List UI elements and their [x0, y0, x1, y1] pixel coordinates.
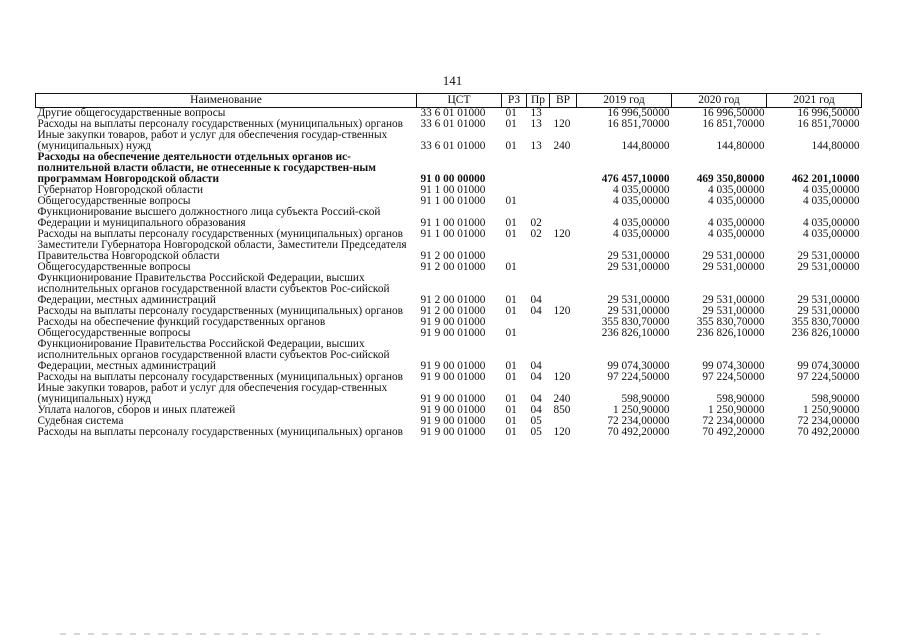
cell-y2020: 4 035,00000	[708, 184, 765, 196]
cell-cst: 91 2 00 01000	[420, 250, 486, 262]
cell-y2021: 598,90000	[811, 393, 860, 405]
cell-y2019: 598,90000	[621, 393, 670, 405]
cell-pr	[527, 262, 550, 273]
cell-name: Расходы на выплаты персоналу государственных (муниципальных) органов	[37, 118, 403, 130]
cell-cst: 91 2 00 01000	[420, 261, 486, 273]
cell-pr: 04	[530, 393, 542, 405]
cell-name: Судебная система	[37, 415, 124, 427]
table-row	[36, 383, 862, 405]
cell-vr: 240	[553, 140, 571, 152]
cell-vr	[550, 317, 577, 328]
cell-vr	[550, 273, 577, 306]
cell-rz: 01	[505, 426, 517, 438]
cell-y2020: 4 035,00000	[708, 217, 765, 229]
header-2020: 2020 год	[672, 94, 767, 108]
cell-y2021: 355 830,70000	[791, 316, 860, 328]
cell-y2020: 4 035,00000	[708, 228, 765, 240]
cell-vr	[550, 196, 577, 207]
cell-y2021: 29 531,00000	[797, 250, 860, 262]
cell-pr	[527, 317, 550, 328]
cell-y2019: 16 996,50000	[607, 107, 670, 119]
cell-y2021: 4 035,00000	[803, 184, 860, 196]
table-row	[36, 207, 862, 229]
cell-cst: 33 6 01 01000	[420, 118, 486, 130]
cell-y2020: 72 234,00000	[702, 415, 765, 427]
cell-y2019: 99 074,30000	[607, 360, 670, 372]
cell-y2019: 4 035,00000	[613, 195, 670, 207]
cell-y2021: 29 531,00000	[797, 261, 860, 273]
cell-y2020: 598,90000	[716, 393, 765, 405]
cell-cst: 91 1 00 01000	[420, 195, 486, 207]
cell-y2019: 29 531,00000	[607, 294, 670, 306]
cell-pr: 04	[530, 360, 542, 372]
cell-vr	[550, 152, 577, 185]
cell-cst: 33 6 01 01000	[420, 140, 486, 152]
cell-y2019: 144,80000	[621, 140, 670, 152]
cell-y2020: 16 851,70000	[702, 118, 765, 130]
cell-vr: 120	[553, 228, 571, 240]
header-rz: РЗ	[502, 94, 527, 108]
cell-name: Общегосударственные вопросы	[37, 327, 191, 339]
cell-y2021: 4 035,00000	[803, 217, 860, 229]
cell-rz: 01	[505, 217, 517, 229]
cell-vr: 240	[553, 393, 571, 405]
cell-name: Губернатор Новгородской области	[37, 184, 204, 196]
cell-y2019: 4 035,00000	[613, 228, 670, 240]
cell-y2019: 476 457,10000	[601, 173, 670, 185]
cell-y2019: 97 224,50000	[607, 371, 670, 383]
cell-y2020: 144,80000	[716, 140, 765, 152]
cell-rz	[502, 152, 527, 185]
cell-name: Иные закупки товаров, работ и услуг для обеспечения государ-ственных (муниципальных) нужд	[37, 382, 388, 405]
cell-y2021: 29 531,00000	[797, 294, 860, 306]
cell-rz: 01	[505, 107, 517, 119]
cell-y2021: 462 201,10000	[791, 173, 860, 185]
cell-cst: 91 9 00 01000	[420, 426, 486, 438]
cell-pr: 04	[530, 294, 542, 306]
header-2019: 2019 год	[577, 94, 672, 108]
cell-y2021: 4 035,00000	[803, 228, 860, 240]
cell-name: Иные закупки товаров, работ и услуг для обеспечения государ-ственных (муниципальных) нужд	[37, 129, 388, 152]
cell-vr	[550, 240, 577, 262]
cell-y2020: 236 826,10000	[696, 327, 765, 339]
cell-vr	[550, 185, 577, 196]
cell-rz: 01	[505, 118, 517, 130]
cell-pr: 05	[530, 426, 542, 438]
cell-y2021: 99 074,30000	[797, 360, 860, 372]
cell-cst: 91 9 00 01000	[420, 316, 486, 328]
cell-pr: 04	[530, 305, 542, 317]
cell-vr	[550, 262, 577, 273]
cell-vr	[550, 207, 577, 229]
cell-vr	[550, 328, 577, 339]
cell-name: Другие общегосударственные вопросы	[37, 107, 226, 119]
cell-name: Функционирование Правительства Российской Федерации, высших исполнительных органов государственной власти субъектов Рос-сийской Федерации, местных администраций	[37, 338, 390, 372]
cell-y2019: 4 035,00000	[613, 217, 670, 229]
cell-cst: 91 9 00 01000	[420, 327, 486, 339]
cell-y2020: 29 531,00000	[702, 250, 765, 262]
cell-y2019: 72 234,00000	[607, 415, 670, 427]
cell-y2021: 144,80000	[811, 140, 860, 152]
page-number: 141	[442, 73, 463, 88]
cell-name: Функционирование высшего должностного лица субъекта Россий-ской Федерации и муниципального образования	[37, 206, 381, 229]
scan-artifact-line	[60, 633, 820, 635]
cell-pr: 13	[530, 118, 542, 130]
cell-rz: 01	[505, 371, 517, 383]
cell-y2020: 99 074,30000	[702, 360, 765, 372]
cell-cst: 91 2 00 01000	[420, 294, 486, 306]
cell-rz: 01	[505, 228, 517, 240]
cell-name: Функционирование Правительства Российской Федерации, высших исполнительных органов государственной власти субъектов Рос-сийской Федерации, местных администраций	[37, 272, 390, 306]
cell-y2019: 355 830,70000	[601, 316, 670, 328]
cell-name: Расходы на обеспечение деятельности отдельных органов ис-полнительной власти области, не отнесенные к государствен-ным программам Новгородской области	[37, 151, 376, 185]
header-vr: ВР	[550, 94, 577, 108]
cell-y2020: 4 035,00000	[708, 195, 765, 207]
cell-pr: 04	[530, 371, 542, 383]
cell-rz: 01	[505, 140, 517, 152]
cell-pr: 05	[530, 415, 542, 427]
cell-rz: 01	[505, 305, 517, 317]
cell-pr: 13	[530, 107, 542, 119]
cell-cst: 91 9 00 01000	[420, 393, 486, 405]
cell-rz: 01	[505, 294, 517, 306]
cell-y2019: 70 492,20000	[607, 426, 670, 438]
table-row	[36, 240, 862, 262]
cell-name: Расходы на выплаты персоналу государственных (муниципальных) органов	[37, 426, 403, 438]
cell-rz: 01	[505, 415, 517, 427]
cell-y2019: 4 035,00000	[613, 184, 670, 196]
cell-y2021: 16 996,50000	[797, 107, 860, 119]
cell-y2019: 29 531,00000	[607, 261, 670, 273]
cell-name: Уплата налогов, сборов и иных платежей	[37, 404, 236, 416]
cell-cst: 91 0 00 00000	[420, 173, 486, 185]
cell-name: Расходы на обеспечение функций государственных органов	[37, 316, 326, 328]
header-pr: Пр	[527, 94, 550, 108]
cell-rz	[502, 240, 527, 262]
cell-y2021: 236 826,10000	[791, 327, 860, 339]
cell-vr	[550, 339, 577, 372]
cell-pr	[527, 240, 550, 262]
cell-vr: 120	[553, 426, 571, 438]
cell-y2021: 97 224,50000	[797, 371, 860, 383]
header-cst: ЦСТ	[417, 94, 502, 108]
cell-y2020: 469 350,80000	[696, 173, 765, 185]
cell-y2019: 29 531,00000	[607, 305, 670, 317]
table-row	[36, 152, 862, 185]
cell-y2021: 16 851,70000	[797, 118, 860, 130]
cell-vr: 120	[553, 305, 571, 317]
cell-rz: 01	[505, 261, 517, 273]
cell-cst: 91 2 00 01000	[420, 305, 486, 317]
cell-cst: 91 9 00 01000	[420, 404, 486, 416]
cell-pr	[527, 185, 550, 196]
cell-y2021: 29 531,00000	[797, 305, 860, 317]
cell-y2020: 97 224,50000	[702, 371, 765, 383]
cell-y2020: 1 250,90000	[708, 404, 765, 416]
cell-pr	[527, 196, 550, 207]
cell-rz: 01	[505, 404, 517, 416]
cell-vr: 120	[553, 371, 571, 383]
cell-y2020: 16 996,50000	[702, 107, 765, 119]
cell-y2019: 16 851,70000	[607, 118, 670, 130]
table-row	[36, 427, 862, 438]
cell-pr: 02	[530, 228, 542, 240]
cell-cst: 91 1 00 01000	[420, 184, 486, 196]
cell-y2020: 29 531,00000	[702, 261, 765, 273]
table-row	[36, 273, 862, 306]
cell-rz: 01	[505, 327, 517, 339]
cell-pr: 04	[530, 404, 542, 416]
cell-y2021: 70 492,20000	[797, 426, 860, 438]
cell-cst: 91 9 00 01000	[420, 360, 486, 372]
cell-rz: 01	[505, 360, 517, 372]
cell-cst: 91 9 00 01000	[420, 415, 486, 427]
table-body	[36, 108, 862, 439]
cell-cst: 91 1 00 01000	[420, 217, 486, 229]
cell-rz: 01	[505, 195, 517, 207]
cell-y2021: 72 234,00000	[797, 415, 860, 427]
cell-pr: 13	[530, 140, 542, 152]
cell-name: Расходы на выплаты персоналу государственных (муниципальных) органов	[37, 305, 403, 317]
cell-name: Общегосударственные вопросы	[37, 195, 191, 207]
cell-y2021: 1 250,90000	[803, 404, 860, 416]
cell-y2020: 29 531,00000	[702, 294, 765, 306]
cell-y2019: 29 531,00000	[607, 250, 670, 262]
cell-y2019: 1 250,90000	[613, 404, 670, 416]
cell-cst: 33 6 01 01000	[420, 107, 486, 119]
cell-y2019: 236 826,10000	[601, 327, 670, 339]
table-row	[36, 339, 862, 372]
cell-y2021: 4 035,00000	[803, 195, 860, 207]
cell-y2020: 70 492,20000	[702, 426, 765, 438]
cell-name: Расходы на выплаты персоналу государственных (муниципальных) органов	[37, 371, 403, 383]
table-row	[36, 130, 862, 152]
header-2021: 2021 год	[767, 94, 862, 108]
cell-pr: 02	[530, 217, 542, 229]
cell-cst: 91 9 00 01000	[420, 371, 486, 383]
cell-cst: 91 1 00 01000	[420, 228, 486, 240]
cell-vr: 120	[553, 118, 571, 130]
cell-vr: 850	[553, 404, 571, 416]
cell-pr	[527, 328, 550, 339]
cell-name: Заместители Губернатора Новгородской области, Заместители Председателя Правительства Новгородской области	[37, 239, 407, 262]
budget-table	[35, 93, 862, 438]
table-header-row	[36, 94, 862, 108]
header-name: Наименование	[36, 94, 417, 108]
cell-rz: 01	[505, 393, 517, 405]
cell-y2020: 29 531,00000	[702, 305, 765, 317]
cell-y2020: 355 830,70000	[696, 316, 765, 328]
cell-pr	[527, 152, 550, 185]
cell-name: Общегосударственные вопросы	[37, 261, 191, 273]
cell-name: Расходы на выплаты персоналу государственных (муниципальных) органов	[37, 228, 403, 240]
